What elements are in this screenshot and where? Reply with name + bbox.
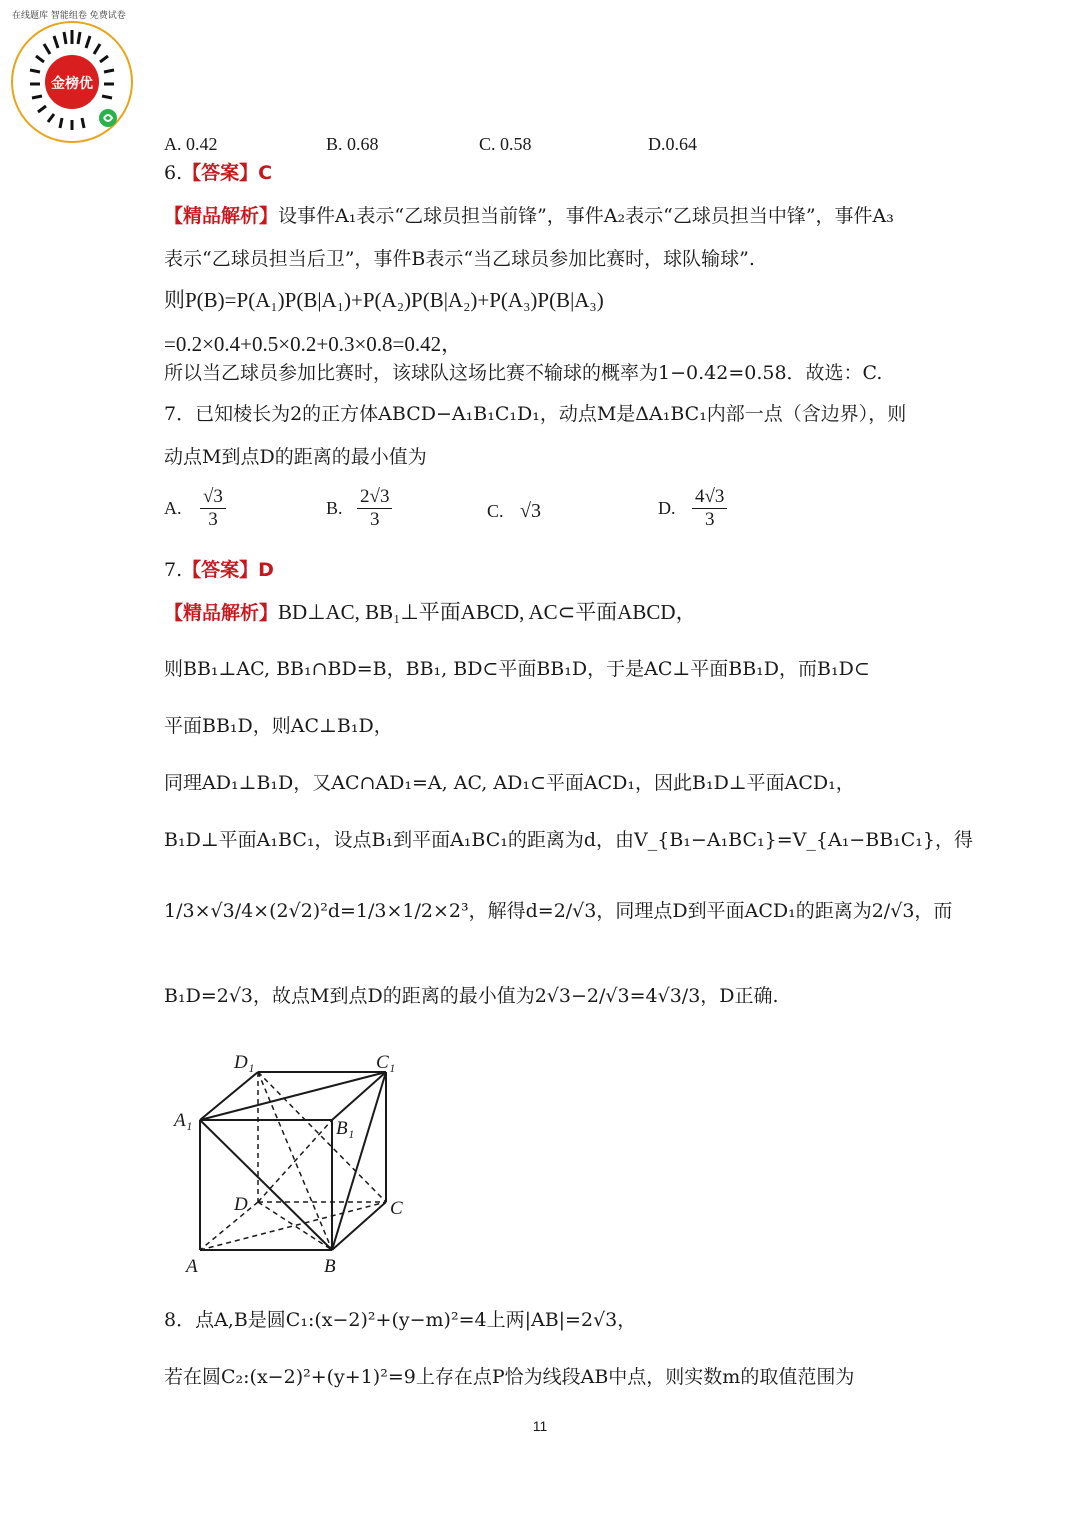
q7-analysis-line3: 平面BB₁D，则AC⊥B₁D， <box>164 715 393 737</box>
q7-answer <box>164 557 274 583</box>
label-d: D <box>234 1194 248 1215</box>
label-b1: B₁ <box>336 1118 355 1139</box>
q6-analysis-line2: 表示“乙球员担当后卫”，事件B表示“当乙球员参加比赛时，球队输球”. <box>164 248 755 270</box>
label-a1: A₁ <box>174 1110 193 1131</box>
q6-answer <box>164 160 272 186</box>
q5-option-d: D.0.64 <box>648 134 697 154</box>
q6-analysis-tag: 【精品解析】 <box>164 205 279 227</box>
page-number: 11 <box>532 1418 548 1434</box>
q5-option-a: A. 0.42 <box>164 134 218 154</box>
q7-option-a: A. $\frac{√3}{3}$ <box>164 486 228 531</box>
q7-analysis-line2: 则BB₁⊥AC, BB₁∩BD=B，BB₁, BD⊂平面BB₁D，于是AC⊥平面BB₁D，而B₁D⊂ <box>164 658 870 680</box>
q6-formula-line: 则P(B)=P(A₁)P(B|A₁)+P(A₂)P(B|A₂)+P(A₃)P(B|A₃) <box>164 288 604 312</box>
label-c1: C₁ <box>376 1052 396 1073</box>
q7-option-d: D. $\frac{4√3}{3}$ <box>658 486 729 531</box>
q7-stem-line1: 7．已知棱长为2的正方体ABCD−A₁B₁C₁D₁，动点M是ΔA₁BC₁内部一点（含边界），则 <box>164 403 907 425</box>
q7-analysis-line1 <box>164 599 697 626</box>
q7-answer-tag: 【答案】 <box>182 559 259 581</box>
label-d1: D₁ <box>234 1052 255 1073</box>
q7-analysis-text1: BD⊥AC, BB₁⊥平面ABCD, AC⊂平面ABCD， <box>278 600 697 624</box>
q7-option-c: C. √3 <box>487 500 541 522</box>
q7-analysis-tag: 【精品解析】 <box>164 602 279 624</box>
q5-option-b: B. 0.68 <box>326 134 379 154</box>
logo-ring-text: 在线题库 智能组卷 免费试卷 <box>12 11 126 21</box>
label-c: C <box>390 1198 403 1219</box>
q6-calc-line: =0.2×0.4+0.5×0.2+0.3×0.8=0.42， <box>164 332 463 356</box>
q8-stem-line1: 8．点A,B是圆C₁:(x−2)²+(y−m)²=4上两|AB|=2√3， <box>164 1309 637 1331</box>
q6-conclusion-line: 所以当乙球员参加比赛时，该球队这场比赛不输球的概率为1−0.42=0.58．故选：C. <box>164 362 883 384</box>
q6-analysis-line1 <box>164 203 894 229</box>
label-a: A <box>186 1256 198 1277</box>
brand-logo <box>8 4 138 144</box>
q7-option-b: B. $\frac{2√3}{3}$ <box>326 486 394 531</box>
q6-answer-tag: 【答案】 <box>182 162 259 184</box>
q6-answer-number: 6. <box>164 162 183 184</box>
q8-stem-line2: 若在圆C₂:(x−2)²+(y+1)²=9上存在点P恰为线段AB中点，则实数m的取值范围为 <box>164 1366 855 1388</box>
q6-analysis-text1: 设事件A₁表示“乙球员担当前锋”，事件A₂表示“乙球员担当中锋”，事件A₃ <box>278 205 894 227</box>
q7-analysis-line5: B₁D⊥平面A₁BC₁，设点B₁到平面A₁BC₁的距离为d，由V_{B₁−A₁BC₁}=V_{A₁−BB₁C₁}，得 <box>164 829 974 851</box>
q6-answer-value: C <box>258 162 273 184</box>
q5-option-c: C. 0.58 <box>479 134 532 154</box>
q7-analysis-line7: B₁D=2√3，故点M到点D的距离的最小值为2√3−2/√3=4√3/3，D正确. <box>164 985 779 1007</box>
cube-figure <box>168 1048 418 1280</box>
logo-center-text: 金榜优 <box>51 76 93 92</box>
qr-code-logo-icon <box>8 4 138 144</box>
q7-answer-value: D <box>258 559 274 581</box>
q7-answer-number: 7. <box>164 559 183 581</box>
cube-diagram <box>168 1048 418 1280</box>
q7-analysis-line4: 同理AD₁⊥B₁D，又AC∩AD₁=A, AC, AD₁⊂平面ACD₁，因此B₁D⊥平面ACD₁， <box>164 772 855 794</box>
q7-analysis-line6: 1/3×√3/4×(2√2)²d=1/3×1/2×2³，解得d=2/√3，同理点D到平面ACD₁的距离为2/√3，而 <box>164 900 953 922</box>
label-b: B <box>324 1256 336 1277</box>
q7-stem-line2: 动点M到点D的距离的最小值为 <box>164 446 427 468</box>
